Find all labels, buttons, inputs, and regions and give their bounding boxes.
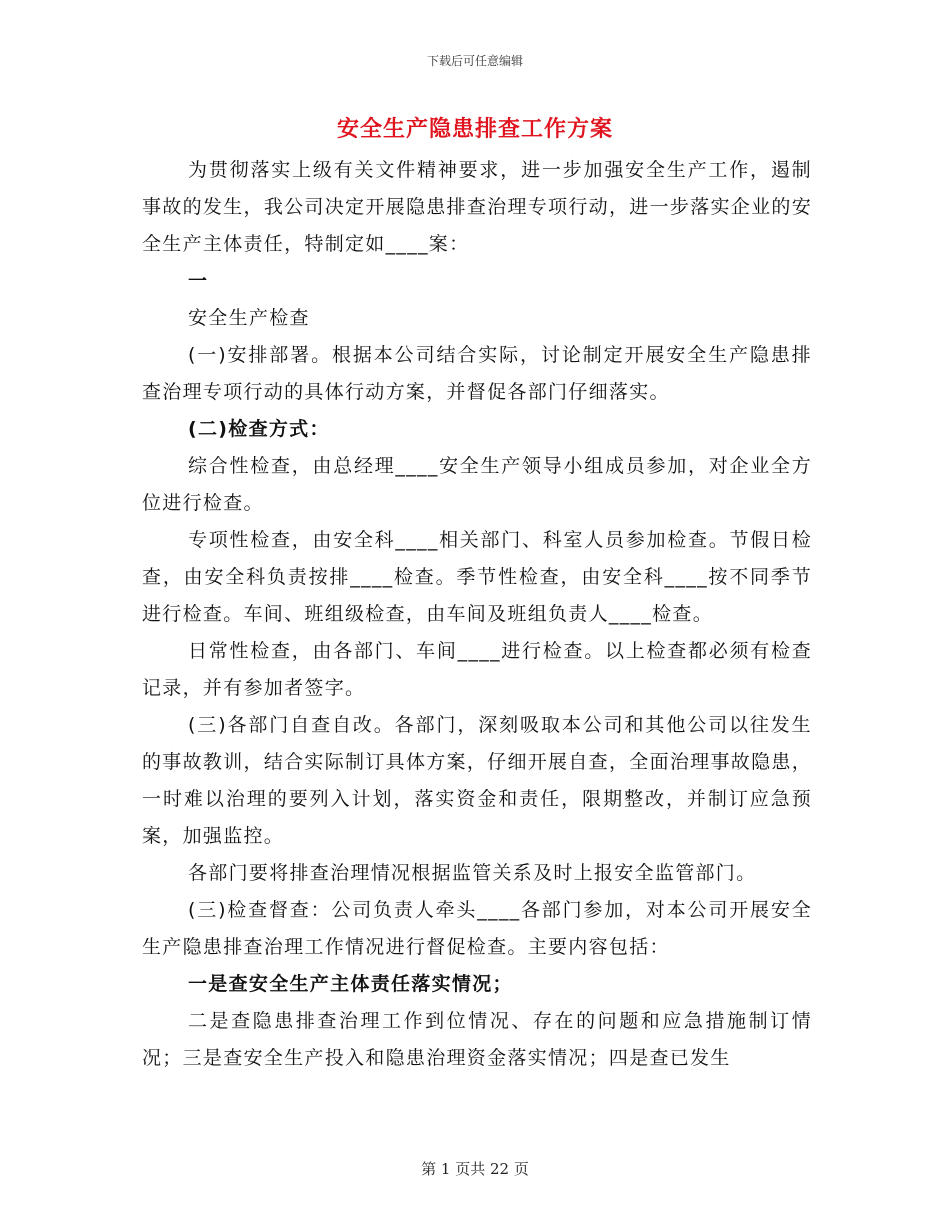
paragraph-comprehensive-inspection: 综合性检查，由总经理____安全生产领导小组成员参加，对企业全方位进行检查。 [142,455,812,514]
paragraph-inspection-method-heading: (二)检查方式： [188,418,330,440]
paragraph-section-heading: 安全生产检查 [188,307,310,329]
paragraph-arrangement: (一)安排部署。根据本公司结合实际，讨论制定开展安全生产隐患排查治理专项行动的具体行动方案，并督促各部门仔细落实。 [142,344,812,403]
paragraph-self-inspection: (三)各部门自查自改。各部门，深刻吸取本公司和其他公司以往发生的事故教训，结合实际制订具体方案，仔细开展自查，全面治理事故隐患，一时难以治理的要列入计划，落实资金和责任，限期整改，并制订应急预案，加强监控。 [142,714,812,847]
paragraph-daily-inspection: 日常性检查，由各部门、车间____进行检查。以上检查都必须有检查记录，并有参加者签字。 [142,640,812,699]
paragraph-intro: 为贯彻落实上级有关文件精神要求，进一步加强安全生产工作，遏制事故的发生，我公司决定开展隐患排查治理专项行动，进一步落实企业的安全生产主体责任，特制定如____案： [142,159,812,255]
document-title: 安全生产隐患排查工作方案 [336,117,613,142]
document-body [142,152,812,1077]
paragraph-report: 各部门要将排查治理情况根据监管关系及时上报安全监管部门。 [188,862,757,884]
paragraph-special-inspection: 专项性检查，由安全科____相关部门、科室人员参加检查。节假日检查，由安全科负责按排____检查。季节性检查，由安全科____按不同季节进行检查。车间、班组级检查，由车间及班组负责人____检查。 [142,529,812,625]
paragraph-item-one: 一是查安全生产主体责任落实情况； [188,973,513,995]
paragraph-section-number: 一 [188,270,209,292]
paragraph-supervision: (三)检查督查：公司负责人牵头____各部门参加，对本公司开展安全生产隐患排查治理工作情况进行督促检查。主要内容包括： [142,899,812,958]
page-footer: 第 1 页共 22 页 [421,1160,529,1178]
header-note: 下载后可任意编辑 [426,54,523,68]
paragraph-item-two: 二是查隐患排查治理工作到位情况、存在的问题和应急措施制订情况；三是查安全生产投入和隐患治理资金落实情况；四是查已发生 [142,1010,812,1069]
